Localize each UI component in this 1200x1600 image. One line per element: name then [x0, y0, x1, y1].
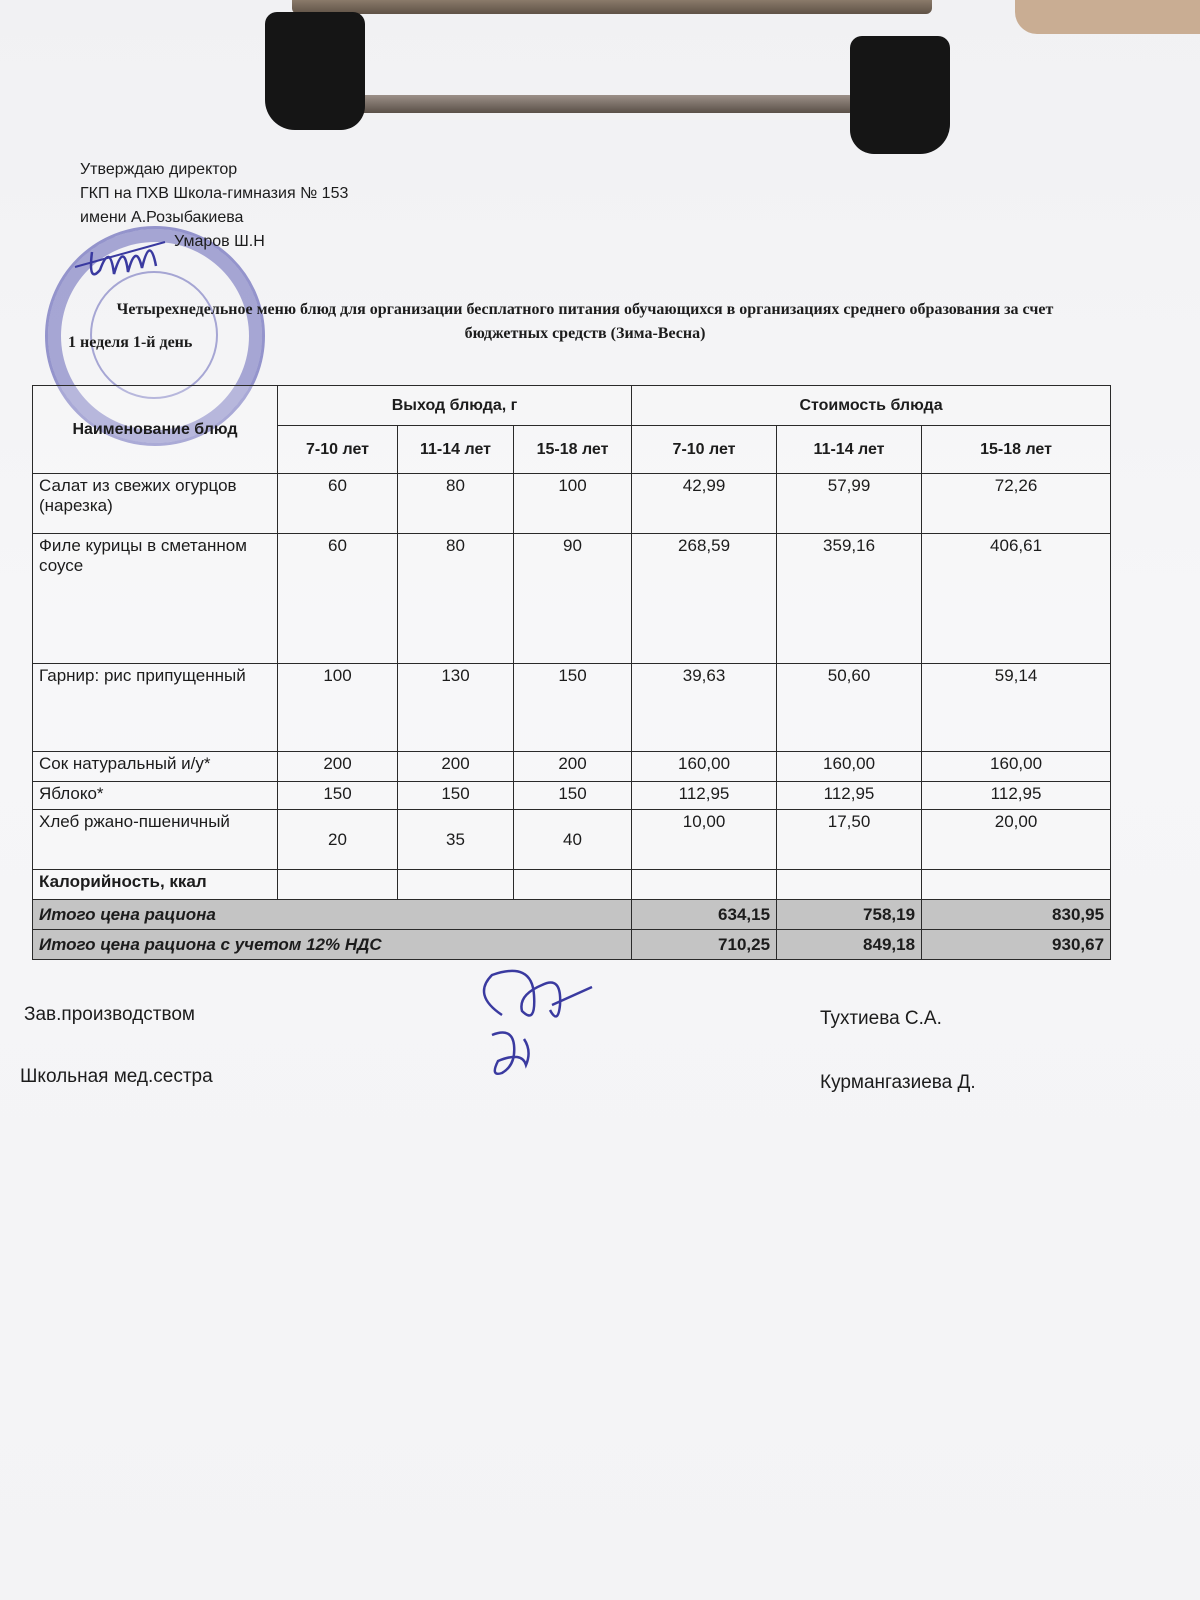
cost-cell: 160,00	[777, 752, 922, 782]
cost-cell: 112,95	[922, 782, 1111, 810]
approval-line-3: имени А.Розыбакиева	[80, 209, 244, 226]
cost-cell: 57,99	[777, 474, 922, 534]
menu-table	[32, 385, 1111, 960]
total-label: Итого цена рациона	[33, 900, 632, 930]
calories-cell	[922, 870, 1111, 900]
dish-name: Филе курицы в сметанном соусе	[33, 534, 278, 664]
week-label: 1 неделя 1-й день	[68, 334, 193, 351]
header-cost-age-3: 15-18 лет	[922, 426, 1111, 474]
cost-cell: 42,99	[632, 474, 777, 534]
cost-cell: 72,26	[922, 474, 1111, 534]
calories-cell	[278, 870, 398, 900]
table-row	[33, 752, 1111, 782]
cost-cell: 20,00	[922, 810, 1111, 870]
yield-cell: 200	[398, 752, 514, 782]
header-yield-age-1: 7-10 лет	[278, 426, 398, 474]
signature-name-1: Тухтиева С.А.	[820, 1008, 942, 1029]
cost-cell: 10,00	[632, 810, 777, 870]
yield-cell: 150	[514, 782, 632, 810]
approval-line-1: Утверждаю директор	[80, 161, 238, 178]
background-object	[1015, 0, 1200, 34]
yield-cell: 60	[278, 534, 398, 664]
yield-cell: 200	[278, 752, 398, 782]
approval-line-2: ГКП на ПХВ Школа-гимназия № 153	[80, 185, 349, 202]
cost-cell: 160,00	[632, 752, 777, 782]
dish-name: Яблоко*	[33, 782, 278, 810]
approval-line-4: Умаров Ш.Н	[174, 233, 265, 250]
yield-cell: 150	[398, 782, 514, 810]
yield-cell: 200	[514, 752, 632, 782]
calories-cell	[632, 870, 777, 900]
cost-cell: 59,14	[922, 664, 1111, 752]
yield-cell: 40	[514, 810, 632, 870]
table-row	[33, 782, 1111, 810]
header-cost-age-1: 7-10 лет	[632, 426, 777, 474]
cost-cell: 160,00	[922, 752, 1111, 782]
yield-cell: 80	[398, 474, 514, 534]
cost-cell: 50,60	[777, 664, 922, 752]
yield-cell: 130	[398, 664, 514, 752]
document-title: Четырехнедельное меню блюд для организации бесплатного питания обучающихся в организациях среднего образования за счет бюджетных средств (Зима-Весна)	[116, 301, 1054, 342]
yield-cell: 100	[278, 664, 398, 752]
cost-cell: 406,61	[922, 534, 1111, 664]
yield-cell: 90	[514, 534, 632, 664]
dish-name: Гарнир: рис припущенный	[33, 664, 278, 752]
cost-cell: 39,63	[632, 664, 777, 752]
cost-cell: 17,50	[777, 810, 922, 870]
dish-name: Сок натуральный и/у*	[33, 752, 278, 782]
dish-name: Хлеб ржано-пшеничный	[33, 810, 278, 870]
total-vat-value: 849,18	[777, 930, 922, 960]
header-dish-name: Наименование блюд	[33, 386, 278, 474]
table-row	[33, 534, 1111, 664]
clipboard-clip-wire	[348, 95, 858, 113]
calories-cell	[777, 870, 922, 900]
total-value: 758,19	[777, 900, 922, 930]
header-yield: Выход блюда, г	[278, 386, 632, 426]
yield-cell: 35	[398, 810, 514, 870]
header-yield-age-3: 15-18 лет	[514, 426, 632, 474]
dish-name: Салат из свежих огурцов (нарезка)	[33, 474, 278, 534]
staff-signatures	[462, 965, 622, 1093]
signature-role-1: Зав.производством	[24, 1004, 195, 1025]
cost-cell: 359,16	[777, 534, 922, 664]
total-value: 634,15	[632, 900, 777, 930]
total-value: 830,95	[922, 900, 1111, 930]
yield-cell: 150	[278, 782, 398, 810]
cost-cell: 112,95	[777, 782, 922, 810]
signature-name-2: Курмангазиева Д.	[820, 1072, 976, 1093]
calories-cell	[514, 870, 632, 900]
clipboard-handle-right	[850, 36, 950, 154]
header-cost: Стоимость блюда	[632, 386, 1111, 426]
table-row	[33, 810, 1111, 870]
table-row	[33, 474, 1111, 534]
yield-cell: 80	[398, 534, 514, 664]
header-cost-age-2: 11-14 лет	[777, 426, 922, 474]
total-row	[33, 900, 1111, 930]
approval-block	[80, 158, 348, 254]
yield-cell: 60	[278, 474, 398, 534]
total-vat-label: Итого цена рациона с учетом 12% НДС	[33, 930, 632, 960]
total-vat-row	[33, 930, 1111, 960]
yield-cell: 20	[278, 810, 398, 870]
calories-row	[33, 870, 1111, 900]
total-vat-value: 710,25	[632, 930, 777, 960]
calories-label: Калорийность, ккал	[33, 870, 278, 900]
clipboard-clip-bar	[292, 0, 932, 14]
calories-cell	[398, 870, 514, 900]
clipboard-handle-left	[265, 12, 365, 130]
cost-cell: 112,95	[632, 782, 777, 810]
table-row	[33, 664, 1111, 752]
yield-cell: 100	[514, 474, 632, 534]
signature-role-2: Школьная мед.сестра	[20, 1066, 213, 1087]
header-yield-age-2: 11-14 лет	[398, 426, 514, 474]
yield-cell: 150	[514, 664, 632, 752]
total-vat-value: 930,67	[922, 930, 1111, 960]
cost-cell: 268,59	[632, 534, 777, 664]
